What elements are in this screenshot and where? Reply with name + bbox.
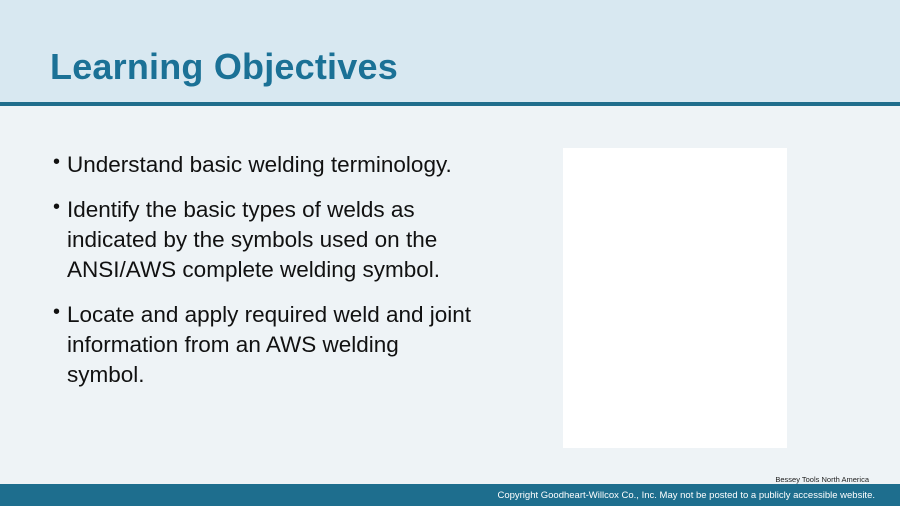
objective-text: Locate and apply required weld and joint information from an AWS welding symbol. [67,302,472,387]
objective-text: Identify the basic types of welds as indicated by the symbols used on the ANSI/AWS complete welding symbol. [67,197,441,282]
copyright-notice: Copyright Goodheart-Willcox Co., Inc. May not be posted to a publicly accessible website. [497,490,875,501]
objective-item [52,300,472,390]
bullet-icon: • [53,151,61,173]
objectives-list [52,150,472,405]
objective-item [52,195,472,285]
footer-bar [0,484,900,506]
slide-title: Learning Objectives [50,46,398,87]
objective-text: Understand basic welding terminology. [67,152,452,177]
image-credit: Bessey Tools North America [775,475,869,484]
bullet-icon: • [53,301,61,323]
objective-item [52,150,472,180]
bullet-icon: • [53,196,61,218]
slide-image [563,148,787,448]
